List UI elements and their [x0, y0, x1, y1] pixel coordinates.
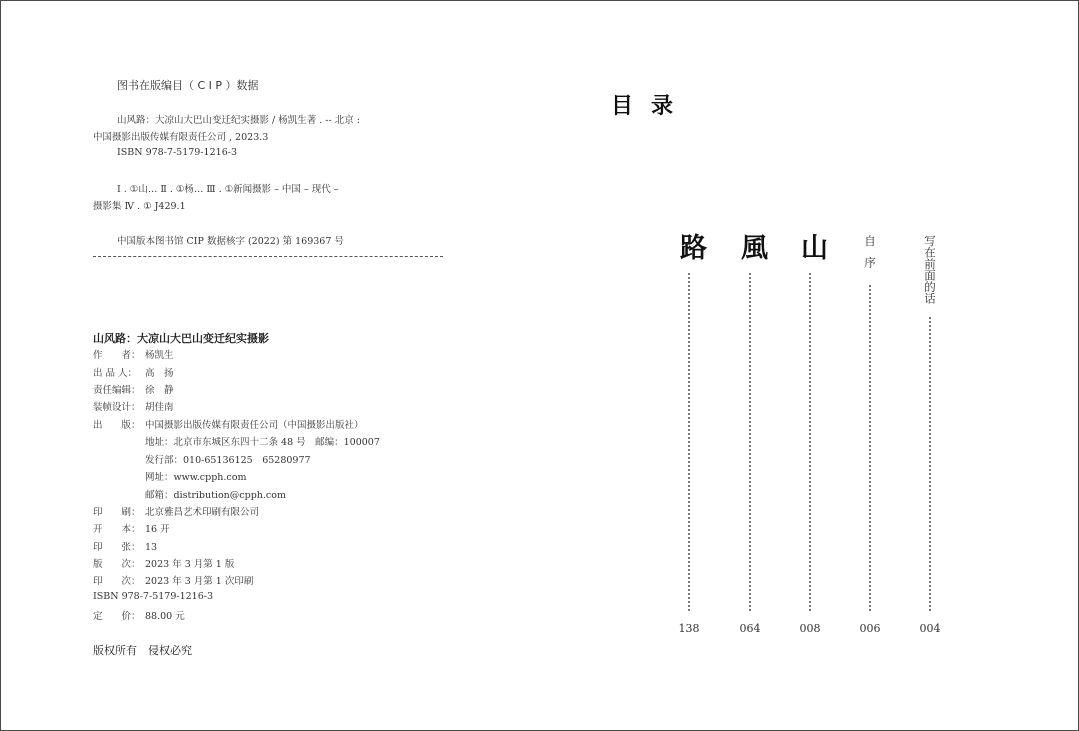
toc-entry-title: 路 [675, 233, 706, 260]
toc-page-number: 008 [799, 622, 821, 635]
copyright-notice: 版权所有 侵权必究 [93, 644, 192, 657]
row-value: 16 开 [145, 524, 170, 535]
row-value: 978-7-5179-1216-3 [121, 591, 214, 602]
row-label: ISBN [93, 591, 119, 602]
row-value: 2023 年 3 月第 1 次印刷 [145, 576, 254, 587]
cip-isbn: ISBN 978-7-5179-1216-3 [117, 147, 237, 158]
toc-entry [671, 233, 707, 643]
dotted-leader [929, 317, 931, 611]
row-label: 开 本： [93, 524, 141, 535]
row-label: 定 价： [93, 611, 141, 622]
dotted-leader [688, 273, 690, 611]
cip-class-2: 摄影集 Ⅳ . ① J429.1 [93, 201, 186, 212]
row-label: 印 张： [93, 542, 141, 553]
colophon-title: 山风路：大凉山大巴山变迁纪实摄影 [93, 332, 269, 345]
toc-page-number: 004 [919, 622, 941, 635]
colophon-row-edition [93, 556, 234, 570]
colophon-row-producer [93, 365, 174, 379]
row-value: 13 [145, 542, 158, 553]
row-value: 高 扬 [145, 368, 174, 379]
toc-entry [792, 233, 828, 643]
publisher-dept-phone: 发行部：010-65136125 65280977 [145, 455, 311, 466]
row-label: 版 次： [93, 559, 141, 570]
row-value: 徐 静 [145, 385, 174, 396]
toc-page-number: 006 [859, 622, 881, 635]
cip-heading: 图书在版编目（ C I P ）数据 [117, 79, 259, 92]
row-value: 中国摄影出版传媒有限责任公司（中国摄影出版社） [145, 420, 364, 431]
cip-class-1: Ⅰ . ①山… Ⅱ . ①杨… Ⅲ . ①新闻摄影 – 中国 – 现代 – [117, 184, 339, 195]
row-label: 作 者： [93, 350, 141, 361]
colophon-row-publisher [93, 417, 364, 431]
row-value: 88.00 元 [145, 611, 185, 622]
dotted-leader [809, 273, 811, 611]
colophon-row-sheets [93, 539, 157, 553]
toc-page-number: 064 [739, 622, 761, 635]
colophon-row-price [93, 608, 185, 622]
toc-entry [732, 233, 768, 643]
toc-entry [852, 235, 888, 645]
row-label: 责任编辑： [93, 385, 141, 396]
row-value: 杨凯生 [145, 350, 174, 361]
publisher-website: 网址：www.cpph.com [145, 472, 247, 483]
toc-entry-title: 自序 [863, 235, 877, 278]
row-label: 出 品 人： [93, 368, 138, 379]
toc-page-number: 138 [678, 622, 700, 635]
dotted-leader [869, 285, 871, 611]
cip-line-2: 中国摄影出版传媒有限责任公司 , 2023.3 [93, 132, 269, 143]
toc-entry-title: 山 [796, 233, 827, 260]
cip-line-1: 山风路：大凉山大巴山变迁纪实摄影 / 杨凯生著 . -- 北京 : [117, 115, 360, 126]
dotted-leader [749, 273, 751, 611]
colophon-row-format [93, 521, 170, 535]
publisher-address: 地址：北京市东城区东四十二条 48 号 邮编：100007 [145, 437, 380, 448]
cip-number: 中国版本图书馆 CIP 数据核字 (2022) 第 169367 号 [117, 236, 344, 247]
row-label: 出 版： [93, 420, 141, 431]
publisher-email: 邮箱：distribution@cpph.com [145, 490, 286, 501]
row-label: 装帧设计： [93, 402, 141, 413]
row-value: 胡佳南 [145, 402, 174, 413]
row-label: 印 次： [93, 576, 141, 587]
colophon-row-printer [93, 504, 259, 518]
row-value: 北京雅昌艺术印刷有限公司 [145, 507, 260, 518]
colophon-row-design [93, 399, 174, 413]
toc-entry-title: 風 [736, 233, 767, 260]
row-label: 印 刷： [93, 507, 141, 518]
toc-title: 目录 [611, 93, 692, 119]
toc-entry [912, 235, 948, 645]
dashed-divider [93, 256, 443, 257]
colophon-row-isbn [93, 591, 213, 602]
colophon-row-editor [93, 382, 174, 396]
row-value: 2023 年 3 月第 1 版 [145, 559, 235, 570]
toc-entry-title: 写在前面的话 [923, 235, 937, 304]
colophon-row-printing [93, 573, 253, 587]
colophon-row-author [93, 347, 174, 361]
